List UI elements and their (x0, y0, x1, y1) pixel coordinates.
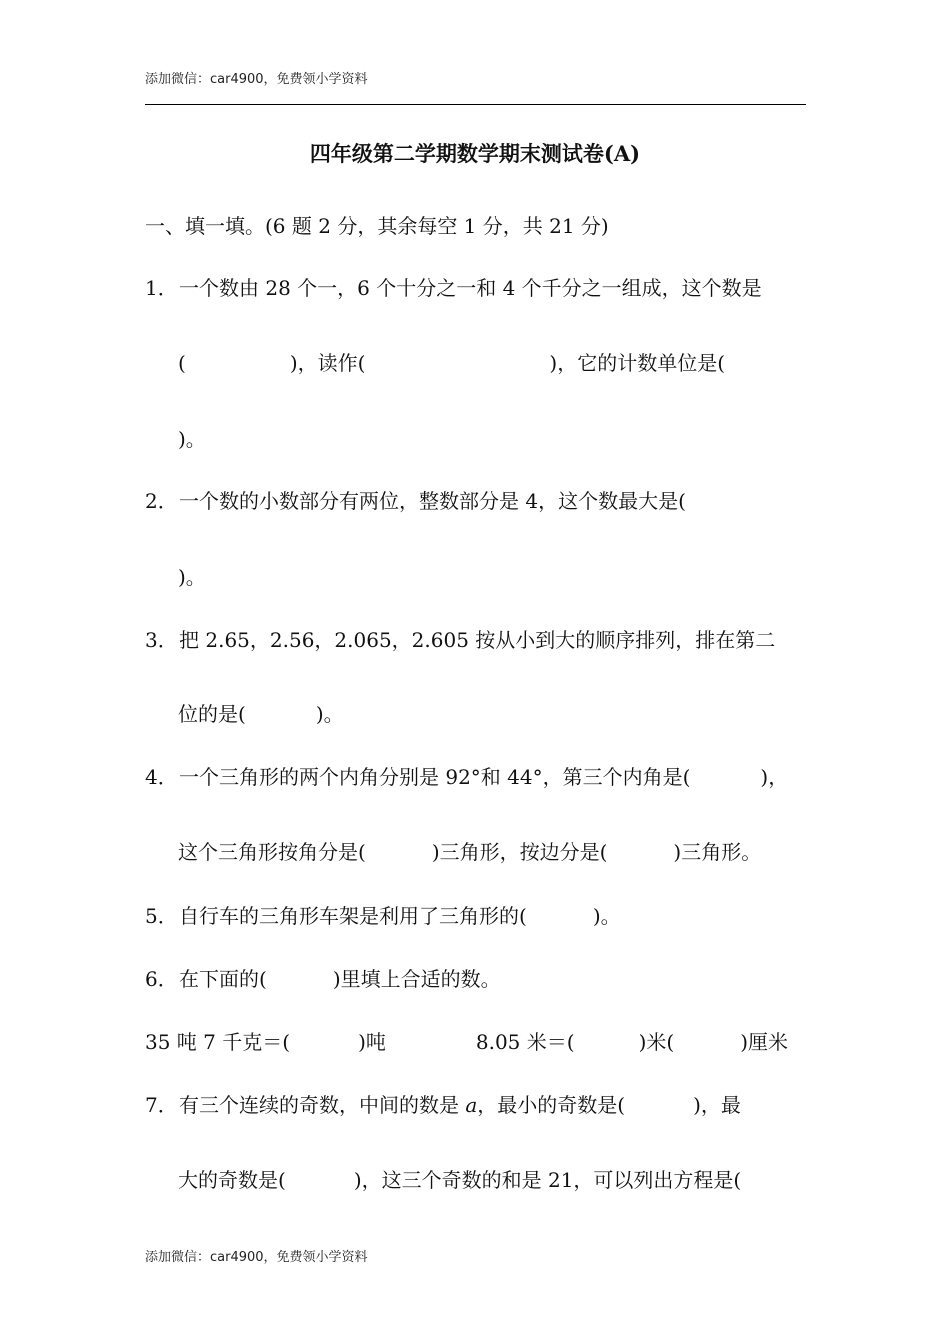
question-text: 一个数由 28 个一，6 个十分之一和 4 个千分之一组成，这个数是 (179, 276, 762, 300)
question-3-line-2 (178, 700, 344, 728)
page-title: 四年级第二学期数学期末测试卷(A) (309, 141, 641, 166)
text-segment: 自行车的三角形车架是利用了三角形的( (179, 904, 527, 928)
text-segment: )，最 (693, 1093, 741, 1117)
question-4-line-2 (178, 838, 761, 866)
header-rule (145, 104, 806, 105)
question-number: 2． (145, 489, 178, 513)
text-segment: )米( (638, 1030, 675, 1054)
question-7 (145, 1091, 741, 1119)
text-segment: )，读作( (289, 351, 366, 375)
text-segment: )。 (592, 904, 621, 928)
text-segment: 这个三角形按角分是( (178, 840, 366, 864)
question-4 (145, 763, 788, 791)
question-1-line-2 (178, 349, 725, 377)
page-footer: 添加微信：car4900，免费领小学资料 (145, 1250, 368, 1265)
page-header: 添加微信：car4900，免费领小学资料 (145, 72, 368, 87)
question-text: 一个三角形的两个内角分别是 92°和 44°，第三个内角是( (179, 765, 691, 789)
question-2 (145, 487, 686, 515)
question-text: 把 2.65，2.56，2.065，2.605 按从小到大的顺序排列，排在第二 (179, 628, 776, 652)
text-segment: 在下面的( (179, 967, 267, 991)
question-6 (145, 965, 501, 993)
text-segment: )三角形，按边分是( (431, 840, 608, 864)
text-segment: 8.05 米＝( (475, 1030, 575, 1054)
variable-a: a (465, 1093, 478, 1117)
question-6-conversions (145, 1028, 788, 1056)
text-segment: 大的奇数是( (178, 1168, 286, 1192)
text-segment: )厘米 (740, 1030, 788, 1054)
question-5 (145, 902, 621, 930)
question-3 (145, 626, 775, 654)
text-segment: 35 吨 7 千克＝( (145, 1030, 291, 1054)
question-number: 6． (145, 967, 178, 991)
question-number: 5． (145, 904, 178, 928)
text-segment: )三角形。 (673, 840, 762, 864)
question-number: 7． (145, 1093, 178, 1117)
question-number: 4． (145, 765, 178, 789)
question-7-line-2 (178, 1166, 741, 1194)
text-segment: 有三个连续的奇数，中间的数是 (179, 1093, 466, 1117)
text-segment: )， (760, 765, 789, 789)
text-segment: )里填上合适的数。 (332, 967, 501, 991)
section-heading: 一、填一填。(6 题 2 分，其余每空 1 分，共 21 分) (145, 214, 609, 238)
text-segment: )，这三个奇数的和是 21，可以列出方程是( (353, 1168, 742, 1192)
text-segment: )吨 (358, 1030, 386, 1054)
text-segment: 位的是( (178, 702, 246, 726)
answer-blank-open: ( (178, 351, 186, 375)
text-segment: )，它的计数单位是( (549, 351, 726, 375)
question-2-line-2: )。 (178, 565, 206, 589)
question-number: 1． (145, 276, 178, 300)
question-1-line-3: )。 (178, 427, 206, 451)
text-segment: )。 (315, 702, 344, 726)
text-segment: ，最小的奇数是( (477, 1093, 626, 1117)
question-text: 一个数的小数部分有两位，整数部分是 4，这个数最大是( (179, 489, 686, 513)
question-1 (145, 274, 762, 302)
question-number: 3． (145, 628, 178, 652)
